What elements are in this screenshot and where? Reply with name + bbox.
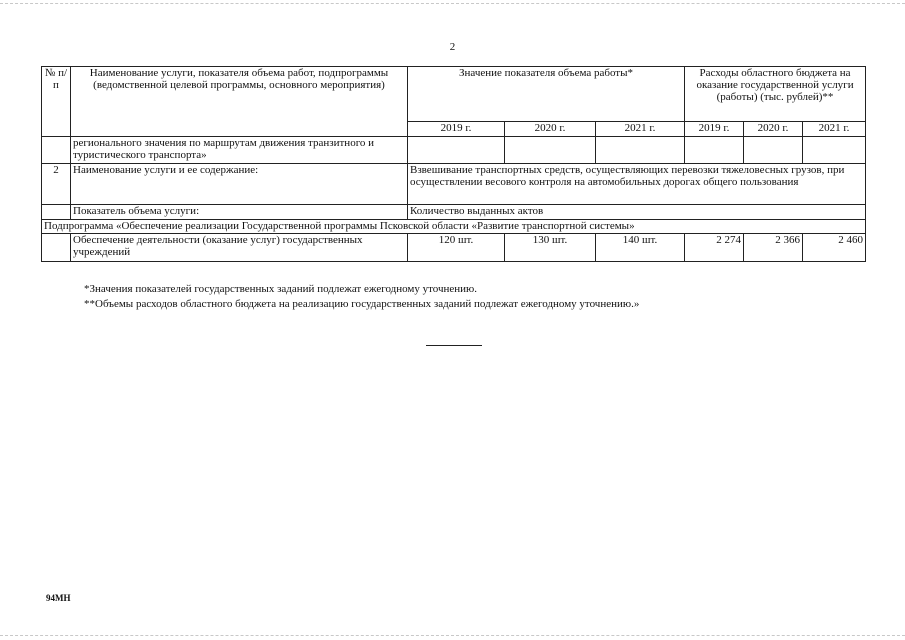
table-header-row [42,67,866,122]
service-num: 2 [42,164,71,205]
continuation-name: регионального значения по маршрутам движения транзитного и туристического транспорта» [71,137,408,164]
expense-2021: 2 460 [803,234,866,262]
year-expenses-2021: 2021 г. [803,122,866,137]
footnote-volume: *Значения показателей государственных заданий подлежат ежегодному уточнению. [84,283,478,295]
indicator-row [42,205,866,220]
service-row [42,164,866,205]
activity-row [42,234,866,262]
year-volume-2019: 2019 г. [408,122,505,137]
separator-line [426,345,482,346]
service-content: Взвешивание транспортных средств, осуществляющих перевозки тяжеловесных грузов, при осуществлении весового контроля на автомобильных дорогах общего пользования [408,164,866,205]
footnotes [84,282,844,312]
year-volume-2021: 2021 г. [596,122,685,137]
year-expenses-2020: 2020 г. [744,122,803,137]
continuation-num [42,137,71,164]
activity-name: Обеспечение деятельности (оказание услуг) государственных учреждений [71,234,408,262]
indicator-value: Количество выданных актов [408,205,866,220]
header-expenses: Расходы областного бюджета на оказание государственной услуги (работы) (тыс. рублей)** [685,67,866,122]
expense-2019: 2 274 [685,234,744,262]
indicator-label: Показатель объема услуги: [71,205,408,220]
continuation-row [42,137,866,164]
volume-2020: 130 шт. [505,234,596,262]
header-name: Наименование услуги, показателя объема работ, подпрограммы (ведомственной целевой программы, основного мероприятия) [71,67,408,137]
volume-2021: 140 шт. [596,234,685,262]
year-volume-2020: 2020 г. [505,122,596,137]
budget-table [41,66,866,262]
scan-edge-bottom [0,635,905,636]
document-code: 94МН [46,593,71,603]
page-number: 2 [449,41,456,53]
footnote-expenses: **Объемы расходов областного бюджета на реализацию государственных заданий подлежат ежегодному уточнению.» [84,298,640,310]
subprogram-title: Подпрограмма «Обеспечение реализации Государственной программы Псковской области «Развитие транспортной системы» [42,220,866,234]
expense-2020: 2 366 [744,234,803,262]
header-volume: Значение показателя объема работы* [408,67,685,122]
service-label: Наименование услуги и ее содержание: [71,164,408,205]
header-num: № п/п [42,67,71,137]
scan-edge-top [0,3,905,4]
subprogram-row [42,220,866,234]
year-expenses-2019: 2019 г. [685,122,744,137]
volume-2019: 120 шт. [408,234,505,262]
